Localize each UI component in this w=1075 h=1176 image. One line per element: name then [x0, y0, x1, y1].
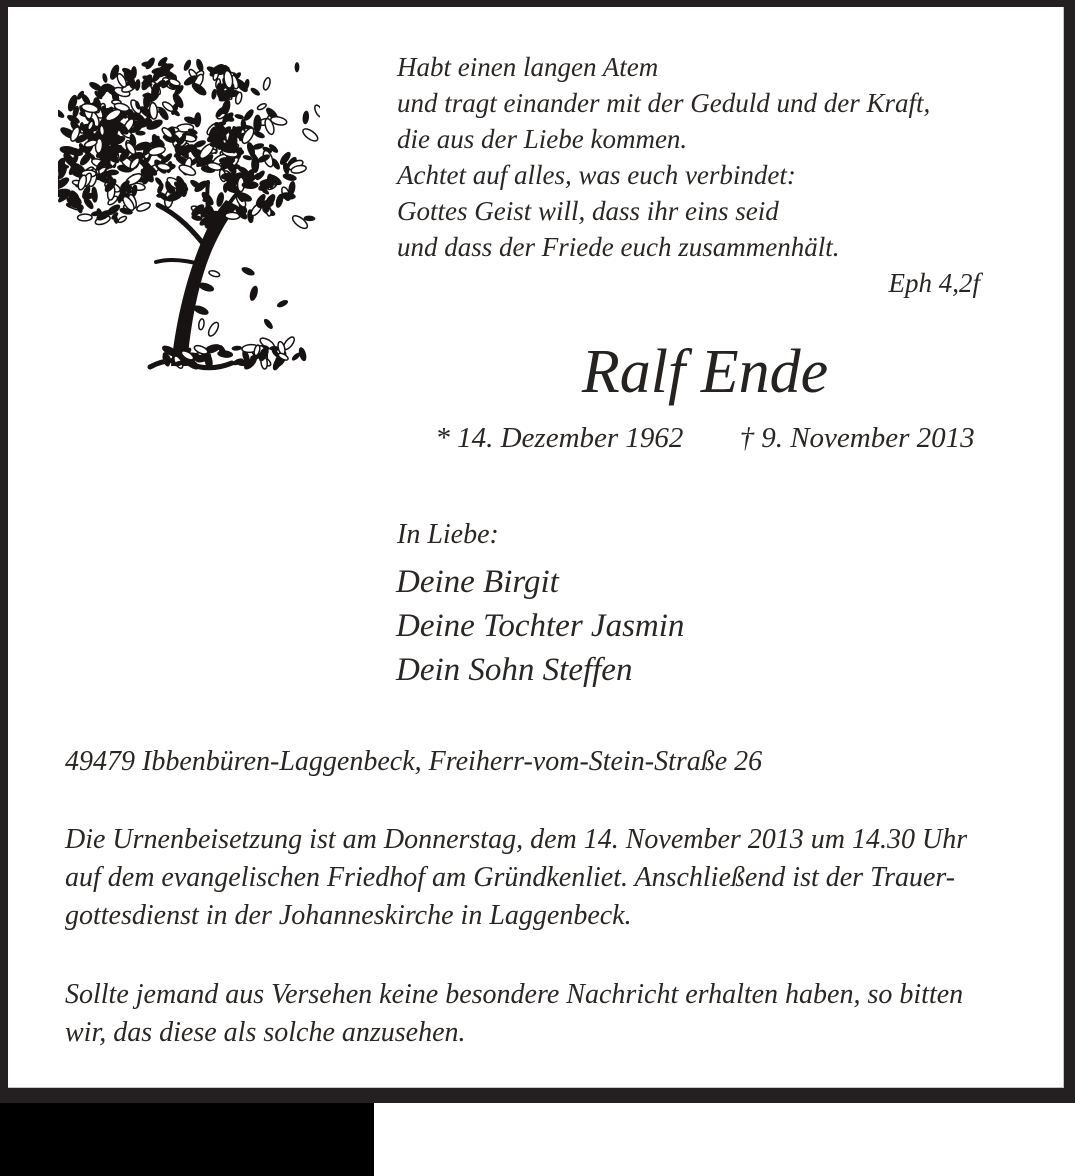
poem-attribution: Eph 4,2f [888, 268, 980, 298]
life-dates [380, 420, 1030, 456]
mourner-name: Deine Tochter Jasmin [396, 608, 685, 644]
deceased-name: Ralf Ende [581, 338, 829, 406]
funeral-info-line: gottesdienst in der Johanneskirche in Laggenbeck. [65, 900, 632, 931]
poem-line: und dass der Friede euch zusammenhält. [397, 232, 840, 262]
funeral-info-line: Die Urnenbeisetzung ist am Donnerstag, dem 14. November 2013 um 14.30 Uhr [65, 824, 968, 855]
poem [397, 49, 980, 301]
death-date: † 9. November 2013 [739, 422, 975, 454]
closing-notice [65, 976, 1050, 1052]
funeral-info-line: auf dem evangelischen Friedhof am Gründkenliet. Anschließend ist der Trauer- [65, 862, 956, 893]
poem-line: Achtet auf alles, was euch verbindet: [397, 160, 796, 190]
poem-line: Habt einen langen Atem [397, 52, 659, 82]
mourner-name: Dein Sohn Steffen [396, 652, 633, 688]
mourners-list [396, 560, 684, 692]
funeral-info [65, 821, 1050, 935]
tree-icon [58, 50, 320, 372]
mourner-name: Deine Birgit [396, 564, 559, 600]
mourners-intro: In Liebe: [397, 519, 499, 550]
closing-notice-line: wir, das diese als solche anzusehen. [65, 1017, 466, 1048]
birth-date: * 14. Dezember 1962 [435, 422, 684, 454]
poem-line: und tragt einander mit der Geduld und der Kraft, [397, 88, 931, 118]
redaction-block [0, 1103, 374, 1176]
poem-line: die aus der Liebe kommen. [397, 124, 688, 154]
tree-illustration [58, 50, 320, 372]
closing-notice-line: Sollte jemand aus Versehen keine besondere Nachricht erhalten haben, so bitten [65, 979, 964, 1010]
poem-line: Gottes Geist will, dass ihr eins seid [397, 196, 779, 226]
address-line: 49479 Ibbenbüren-Laggenbeck, Freiherr-vom-Stein-Straße 26 [65, 746, 763, 777]
